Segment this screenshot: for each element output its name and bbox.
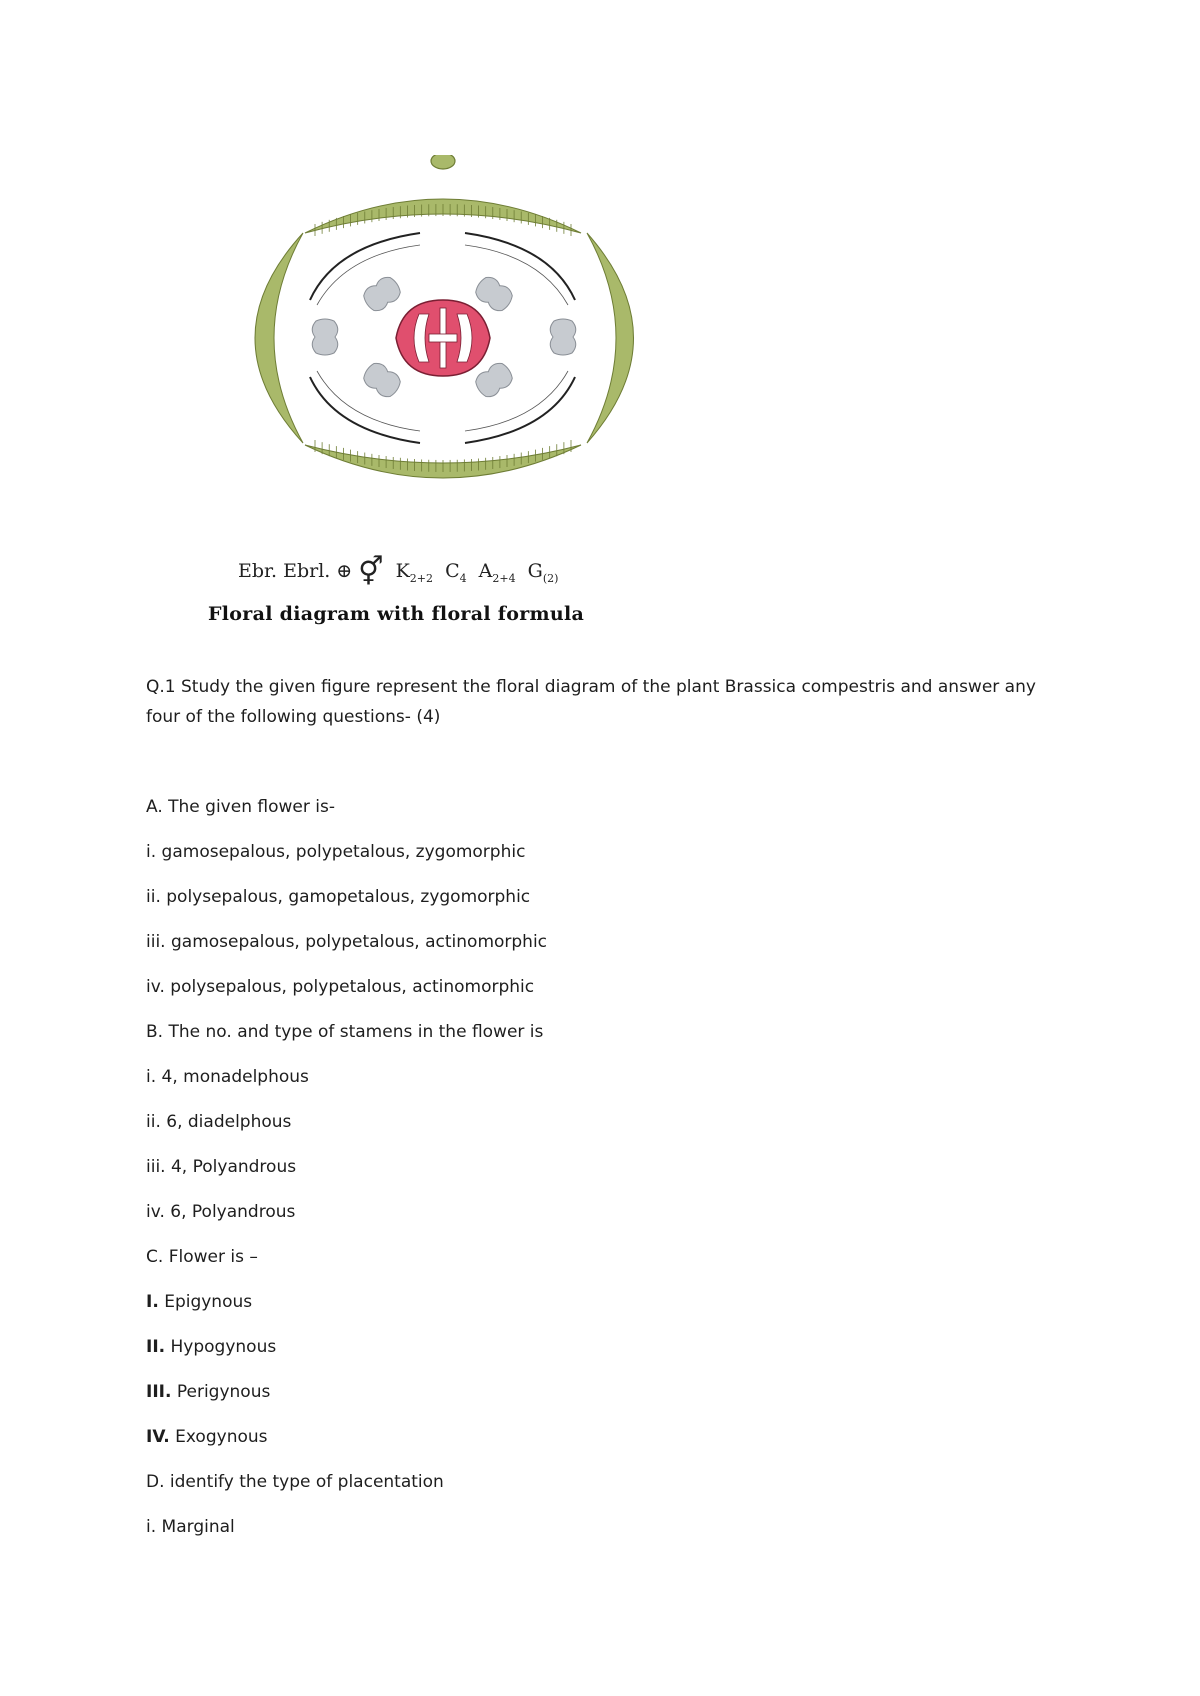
option-item: [146, 1107, 1066, 1152]
part-label: D.: [146, 1472, 165, 1492]
option-number: I.: [146, 1292, 159, 1312]
question-parts: [146, 792, 1066, 1557]
sepal-left: [255, 233, 303, 443]
option-item: [146, 1062, 1066, 1107]
part-label: B.: [146, 1022, 164, 1042]
option-text: Epigynous: [164, 1292, 253, 1312]
stamen-short-1: [312, 319, 338, 355]
question-part-a: [146, 792, 1066, 837]
figure-caption: Floral diagram with floral formula: [208, 603, 585, 625]
petal-3: [310, 377, 420, 443]
question-intro: Q.1 Study the given figure represent the floral diagram of the plant Brassica compestris and answer any four of the following questions- (4): [146, 677, 1036, 727]
question-block: [146, 672, 1066, 1557]
option-number: i.: [146, 1517, 157, 1537]
option-text: gamosepalous, polypetalous, zygomorphic: [161, 842, 526, 862]
option-number: iii.: [146, 1157, 166, 1177]
option-text: Perigynous: [176, 1382, 271, 1402]
stamen-long-1: [360, 273, 404, 315]
question-part-b: [146, 1017, 1066, 1062]
part-label: C.: [146, 1247, 164, 1267]
option-item: [146, 1377, 1066, 1422]
option-item: [146, 972, 1066, 1017]
option-text: 4, Polyandrous: [170, 1157, 297, 1177]
option-item: [146, 1197, 1066, 1242]
option-text: gamosepalous, polypetalous, actinomorphic: [170, 932, 548, 952]
floral-formula: [238, 555, 564, 588]
stamen-long-2: [472, 273, 516, 315]
actinomorphic-symbol: ⊕: [336, 560, 353, 582]
option-number: III.: [146, 1382, 172, 1402]
formula-calyx: $K_{2+2}$: [395, 560, 434, 585]
option-item: [146, 1287, 1066, 1332]
formula-androecium: $A_{2+4}$: [478, 560, 516, 585]
option-number: iii.: [146, 932, 166, 952]
sepal-right: [587, 233, 634, 443]
option-text: Marginal: [161, 1517, 235, 1537]
stamen-long-4: [472, 359, 516, 401]
option-item: [146, 1152, 1066, 1197]
stamen-short-2: [550, 319, 576, 355]
option-item: [146, 1332, 1066, 1377]
option-number: ii.: [146, 1112, 161, 1132]
option-number: iv.: [146, 1202, 165, 1222]
question-part-d: [146, 1467, 1066, 1512]
part-text: identify the type of placentation: [169, 1472, 444, 1492]
part-text: The given flower is-: [168, 797, 335, 817]
option-number: i.: [146, 842, 157, 862]
bisexual-symbol: ⚥: [358, 555, 384, 588]
part-text: Flower is –: [168, 1247, 258, 1267]
option-number: ii.: [146, 887, 161, 907]
option-item: [146, 837, 1066, 882]
option-text: 6, Polyandrous: [170, 1202, 296, 1222]
option-number: II.: [146, 1337, 166, 1357]
formula-prefix: Ebr. Ebrl.: [238, 560, 331, 582]
mother-axis: [431, 155, 455, 169]
floral-diagram: [225, 155, 745, 555]
formula-corolla: $C_4$: [445, 560, 467, 585]
option-number: IV.: [146, 1427, 170, 1447]
option-text: 6, diadelphous: [166, 1112, 292, 1132]
option-text: Hypogynous: [170, 1337, 277, 1357]
question-part-c: [146, 1242, 1066, 1287]
option-item: [146, 1422, 1066, 1467]
option-item: [146, 1512, 1066, 1557]
placenta-bar: [429, 334, 457, 342]
option-text: polysepalous, gamopetalous, zygomorphic: [166, 887, 531, 907]
option-text: Exogynous: [175, 1427, 268, 1447]
petal-1: [310, 233, 420, 300]
option-item: [146, 927, 1066, 972]
stamen-long-3: [360, 359, 404, 401]
option-number: i.: [146, 1067, 157, 1087]
formula-gynoecium: $G_{(2)}$: [527, 560, 559, 585]
option-number: iv.: [146, 977, 165, 997]
option-text: polysepalous, polypetalous, actinomorphic: [170, 977, 535, 997]
option-text: 4, monadelphous: [161, 1067, 309, 1087]
floral-diagram-figure: [208, 155, 745, 645]
option-item: [146, 882, 1066, 927]
part-text: The no. and type of stamens in the flower is: [168, 1022, 544, 1042]
part-label: A.: [146, 797, 163, 817]
